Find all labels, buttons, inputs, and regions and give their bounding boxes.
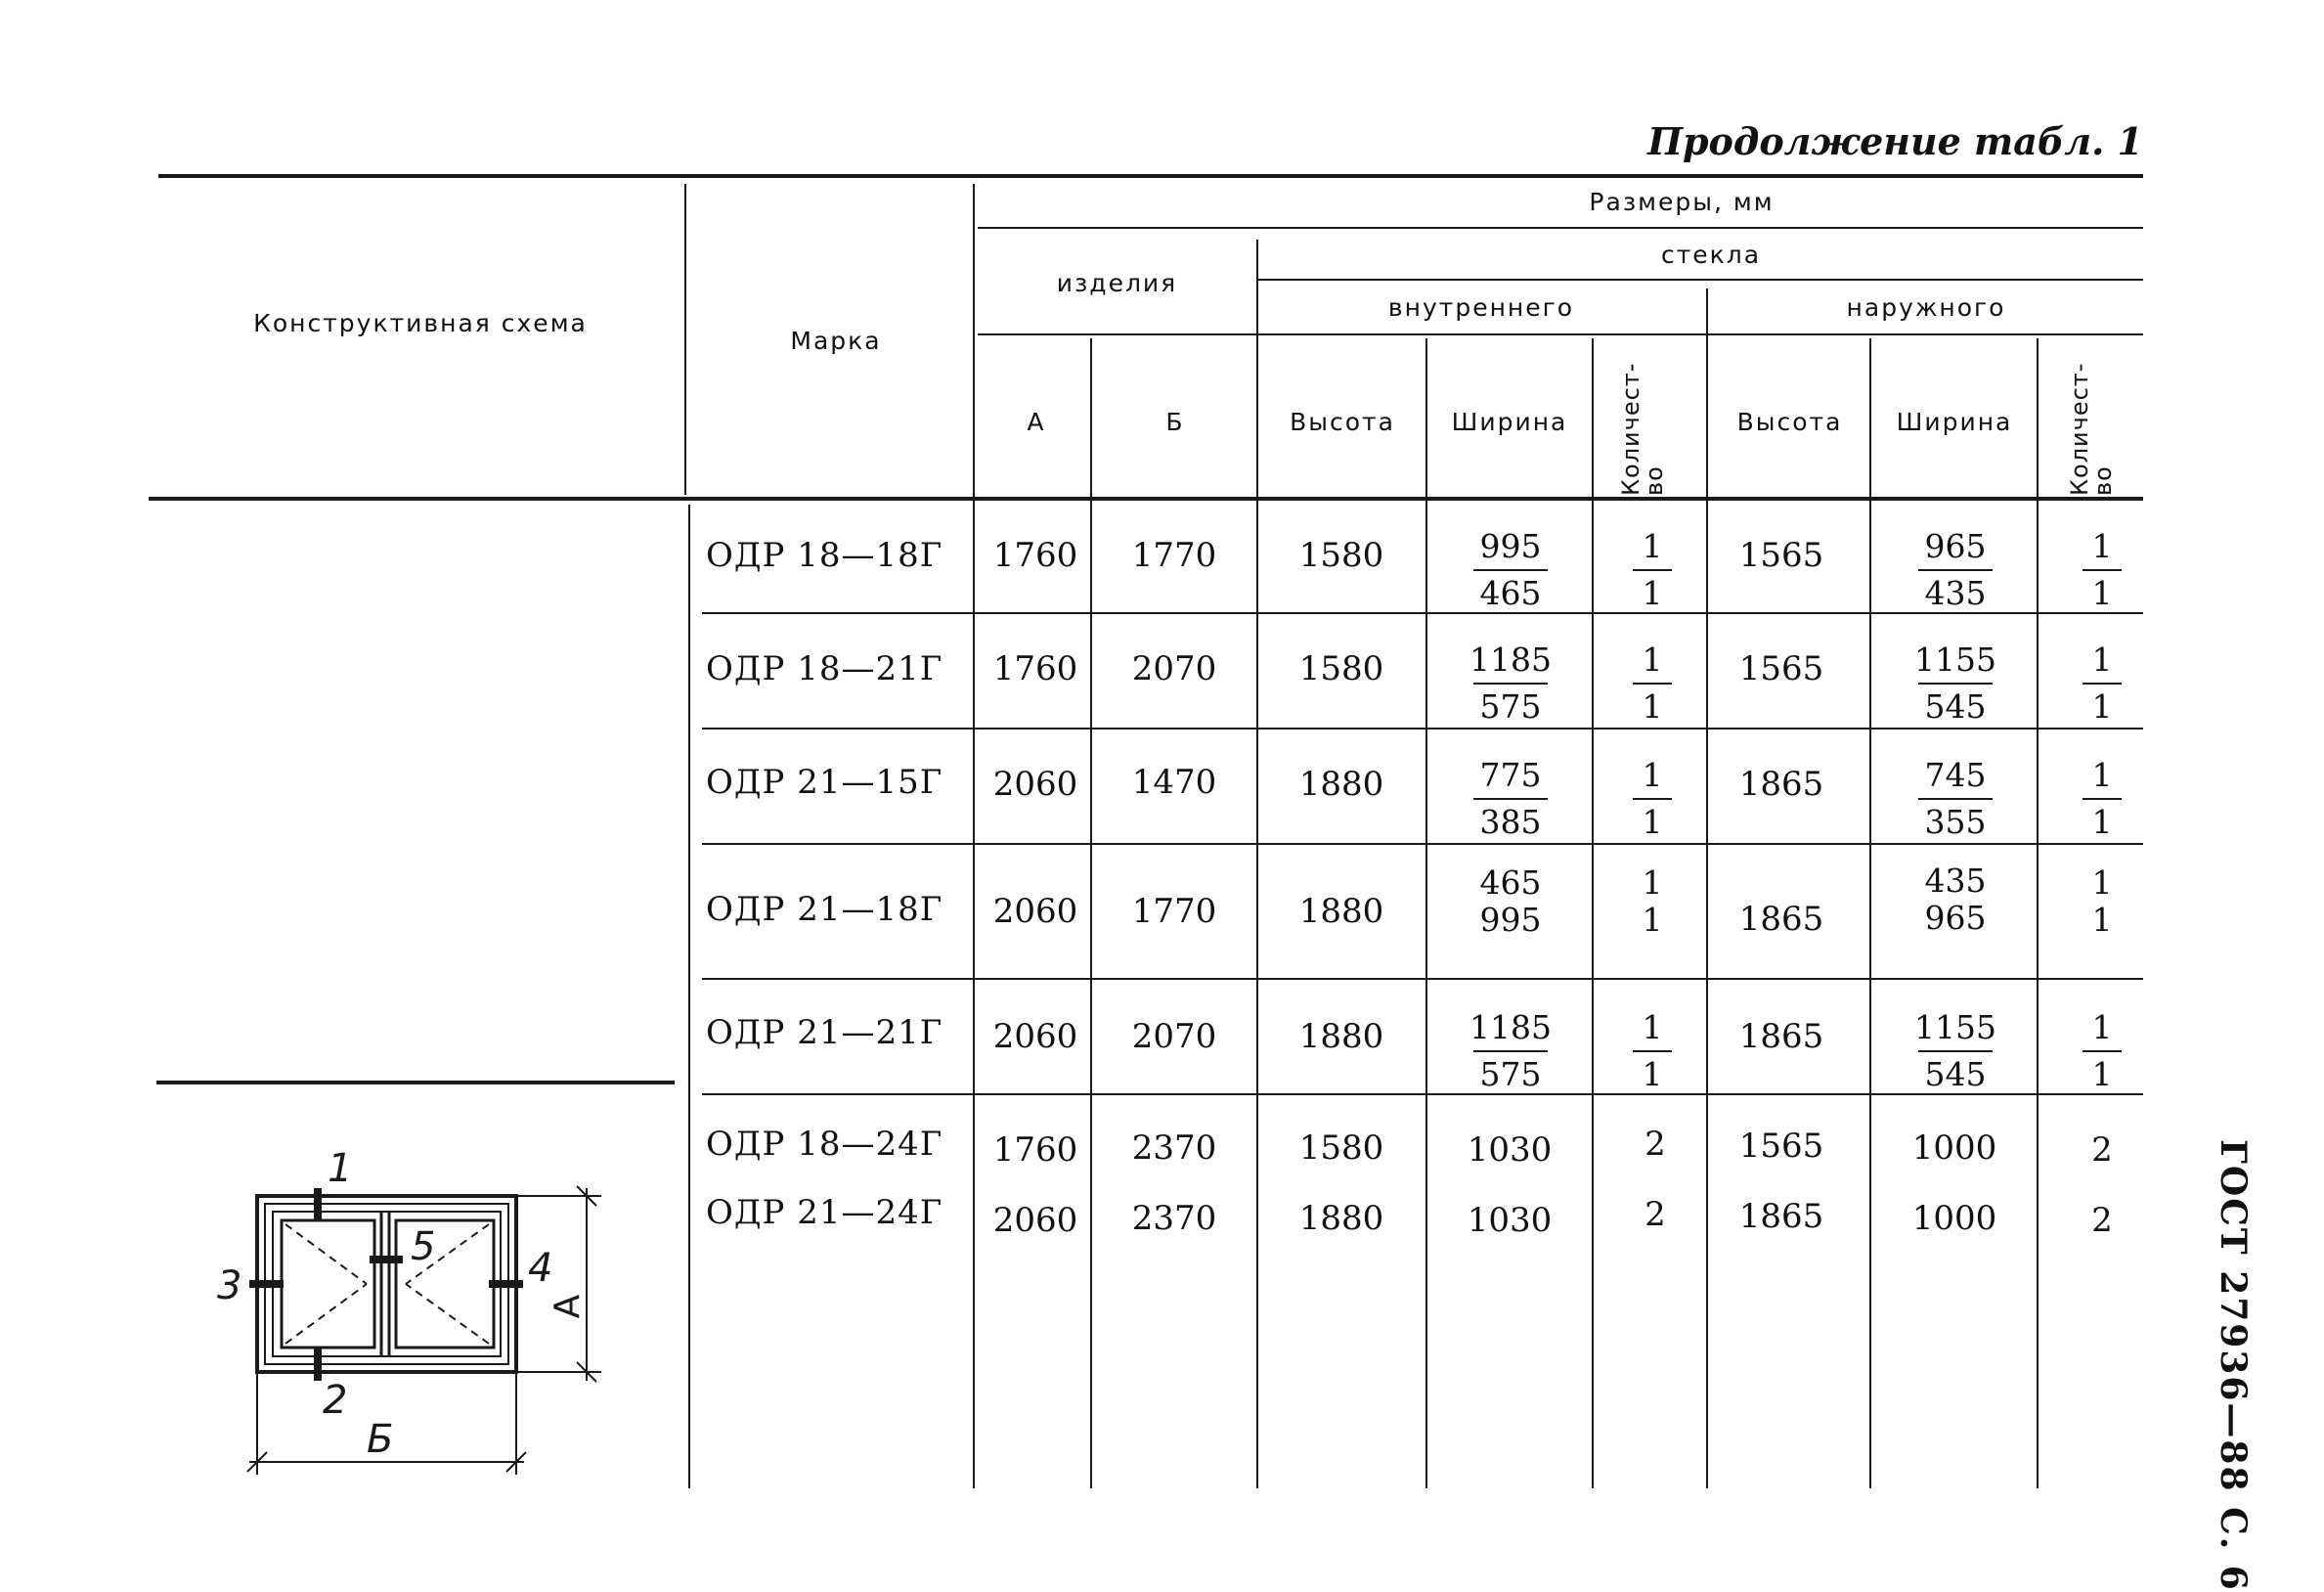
table-top-rule: [158, 174, 2143, 178]
row-outer-height: 1865: [1738, 1197, 1824, 1236]
fraction-denominator: 1: [2091, 803, 2113, 841]
row-marka: ОДР 18—18Г: [706, 536, 943, 575]
row-outer-height: 1565: [1738, 536, 1824, 575]
fraction-denominator: 355: [1924, 803, 1987, 841]
fraction-denominator: 545: [1924, 687, 1987, 726]
callout-4: 4: [528, 1246, 553, 1291]
row-a: 2060: [992, 765, 1078, 804]
row-outer-qty-stack: [2083, 864, 2122, 939]
header-bottom-rule: [149, 497, 2143, 501]
stack-bottom: 1: [2091, 901, 2113, 939]
row-inner-height: 1580: [1298, 1128, 1384, 1168]
fraction-denominator: 1: [2091, 687, 2113, 726]
row-outer-height: 1865: [1738, 765, 1824, 804]
vline-in-w: [1592, 338, 1594, 1488]
row-b: 1470: [1131, 763, 1217, 802]
row-inner-width: 1030: [1467, 1130, 1553, 1170]
dimension-b-label: Б: [367, 1417, 394, 1462]
vline-in-h: [1425, 338, 1427, 1488]
row-outer-width-fraction: [1911, 755, 1999, 843]
fraction-numerator: 1: [2091, 756, 2113, 794]
header-a: А: [1027, 408, 1046, 436]
fraction-denominator: 385: [1479, 803, 1542, 841]
row-a: 1760: [992, 536, 1078, 575]
fraction-denominator: 575: [1479, 1055, 1542, 1093]
row-outer-height: 1865: [1738, 1017, 1824, 1056]
row-inner-qty: 2: [1644, 1195, 1666, 1234]
row-inner-qty-stack: [1633, 864, 1672, 939]
row-outer-width: 1000: [1911, 1199, 1997, 1238]
row-inner-width-fraction: [1467, 1007, 1555, 1095]
header-marka: Марка: [790, 327, 882, 355]
row-a: 2060: [992, 1017, 1078, 1056]
glass-rule: [1256, 279, 2143, 281]
row-outer-width: 1000: [1911, 1128, 1997, 1168]
fraction-denominator: 1: [1642, 1055, 1663, 1093]
fraction-numerator: 1: [1642, 641, 1663, 679]
row-inner-height: 1580: [1298, 536, 1384, 575]
stack-bottom: 1: [1642, 901, 1663, 939]
fraction-numerator: 745: [1924, 756, 1987, 794]
header-inner-qty: Количест-во: [1617, 362, 1668, 496]
stack-bottom: 995: [1479, 901, 1542, 939]
fraction-numerator: 965: [1924, 527, 1987, 565]
row-inner-qty-fraction: [1633, 755, 1672, 843]
row-separator: [702, 728, 2143, 730]
callout-5: 5: [411, 1224, 436, 1269]
vline-marka: [973, 184, 975, 1488]
callout-2: 2: [323, 1378, 348, 1423]
fraction-numerator: 1: [1642, 756, 1663, 794]
callout-3: 3: [217, 1263, 242, 1308]
row-b: 2070: [1131, 1017, 1217, 1056]
row-inner-width-fraction: [1467, 526, 1555, 614]
fraction-denominator: 435: [1924, 574, 1987, 612]
stack-top: 435: [1924, 862, 1987, 900]
fraction-denominator: 545: [1924, 1055, 1987, 1093]
fraction-denominator: 575: [1479, 687, 1542, 726]
row-b: 1770: [1131, 536, 1217, 575]
stack-bottom: 965: [1924, 899, 1987, 937]
scheme-separator: [156, 1081, 675, 1084]
vline-scheme-body: [688, 505, 690, 1488]
callout-1: 1: [328, 1146, 353, 1191]
fraction-numerator: 1: [2091, 641, 2113, 679]
row-outer-qty-fraction: [2083, 1007, 2122, 1095]
header-inner: внутреннего: [1387, 293, 1575, 322]
row-marka: ОДР 21—18Г: [706, 890, 943, 929]
row-marka: ОДР 18—24Г: [706, 1125, 943, 1164]
header-outer-height: Высота: [1736, 408, 1843, 436]
row-inner-qty-fraction: [1633, 526, 1672, 614]
row-b: 2070: [1131, 649, 1217, 688]
row-marka: ОДР 21—15Г: [706, 763, 943, 802]
row-inner-qty-fraction: [1633, 1007, 1672, 1095]
fraction-numerator: 1: [2091, 1008, 2113, 1046]
dimension-a-label: А: [548, 1294, 588, 1319]
row-separator: [702, 843, 2143, 845]
row-inner-height: 1880: [1298, 1017, 1384, 1056]
row-b: 1770: [1131, 892, 1217, 931]
row-inner-width-stack: [1467, 864, 1555, 939]
row-inner-width: 1030: [1467, 1201, 1553, 1240]
header-outer-qty: Количест-во: [2066, 362, 2117, 496]
fraction-denominator: 1: [1642, 574, 1663, 612]
table-caption: Продолжение табл. 1: [1647, 119, 2143, 163]
row-outer-height: 1565: [1738, 1127, 1824, 1166]
row-marka: ОДР 21—24Г: [706, 1193, 943, 1232]
header-inner-height: Высота: [1290, 408, 1395, 436]
row-outer-qty-fraction: [2083, 640, 2122, 728]
vline-scheme: [684, 184, 686, 495]
row-inner-qty: 2: [1644, 1125, 1666, 1164]
fraction-numerator: 1: [1642, 1008, 1663, 1046]
row-a: 1760: [992, 1130, 1078, 1170]
row-inner-height: 1580: [1298, 649, 1384, 688]
sizes-rule: [978, 227, 2143, 229]
vline-out-h: [1869, 338, 1871, 1488]
row-outer-width-fraction: [1911, 1007, 1999, 1095]
fraction-numerator: 1155: [1914, 641, 1996, 679]
window-scheme-drawing: [196, 1134, 645, 1486]
row-outer-qty: 2: [2091, 1201, 2113, 1240]
header-outer: наружного: [1846, 293, 2006, 322]
header-product: изделия: [1056, 269, 1178, 297]
row-marka: ОДР 18—21Г: [706, 649, 943, 688]
stack-top: 1: [1642, 863, 1663, 902]
stack-top: 465: [1479, 863, 1542, 902]
fraction-denominator: 1: [1642, 687, 1663, 726]
fraction-denominator: 465: [1479, 574, 1542, 612]
header-b: Б: [1165, 408, 1185, 436]
row-outer-height: 1565: [1738, 649, 1824, 688]
header-scheme: Конструктивная схема: [253, 309, 588, 337]
row-outer-qty-fraction: [2083, 526, 2122, 614]
fraction-denominator: 1: [2091, 574, 2113, 612]
fraction-denominator: 1: [2091, 1055, 2113, 1093]
stack-top: 1: [2091, 863, 2113, 902]
fraction-numerator: 1: [1642, 527, 1663, 565]
fraction-numerator: 1185: [1469, 641, 1552, 679]
header-sizes: Размеры, мм: [1589, 188, 1775, 216]
row-separator: [702, 978, 2143, 980]
vline-in-q: [1706, 288, 1708, 1488]
gost-side-label: ГОСТ 27936—88 С. 6: [2213, 1139, 2254, 1592]
row-inner-width-fraction: [1467, 755, 1555, 843]
fraction-numerator: 1185: [1469, 1008, 1552, 1046]
row-inner-height: 1880: [1298, 892, 1384, 931]
row-inner-qty-fraction: [1633, 640, 1672, 728]
row-a: 2060: [992, 892, 1078, 931]
header-outer-width: Ширина: [1896, 408, 2013, 436]
row-b: 2370: [1131, 1199, 1217, 1238]
row-outer-width-fraction: [1911, 640, 1999, 728]
row-a: 1760: [992, 649, 1078, 688]
row-outer-height: 1865: [1738, 900, 1824, 939]
row-b: 2370: [1131, 1128, 1217, 1168]
row-marka: ОДР 21—21Г: [706, 1013, 943, 1052]
row-inner-height: 1880: [1298, 1199, 1384, 1238]
fraction-numerator: 775: [1479, 756, 1542, 794]
row-outer-qty-fraction: [2083, 755, 2122, 843]
fraction-numerator: 1: [2091, 527, 2113, 565]
row-outer-width-stack: [1911, 862, 1999, 937]
row-inner-width-fraction: [1467, 640, 1555, 728]
fraction-denominator: 1: [1642, 803, 1663, 841]
header-glass: стекла: [1660, 241, 1762, 269]
row-a: 2060: [992, 1201, 1078, 1240]
row-inner-height: 1880: [1298, 765, 1384, 804]
row-outer-qty: 2: [2091, 1130, 2113, 1170]
header-inner-width: Ширина: [1451, 408, 1568, 436]
fraction-numerator: 1155: [1914, 1008, 1996, 1046]
vline-out-w: [2037, 338, 2039, 1488]
fraction-numerator: 995: [1479, 527, 1542, 565]
subheader-rule: [978, 333, 2143, 335]
row-outer-width-fraction: [1911, 526, 1999, 614]
